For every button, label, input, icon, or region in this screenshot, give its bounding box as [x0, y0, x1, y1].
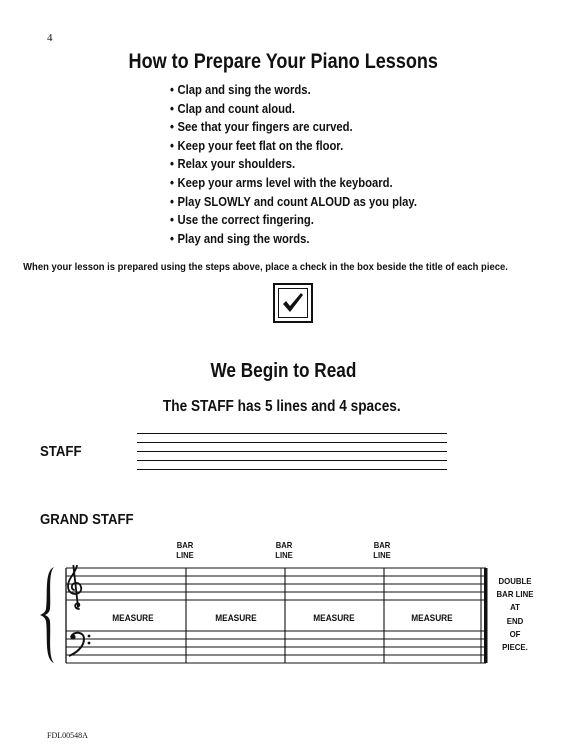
check-mark-icon: [281, 291, 305, 315]
bar-line-label: [163, 540, 208, 560]
bar-line-label: [262, 540, 307, 560]
example-checkbox: [273, 283, 313, 323]
double-bar-label-line: END: [506, 615, 524, 626]
bar-line-label-line: LINE: [275, 550, 293, 560]
list-item: • Clap and sing the words.: [170, 81, 417, 100]
list-item: • See that your fingers are curved.: [170, 118, 417, 137]
list-item: • Clap and count aloud.: [170, 100, 417, 119]
double-bar-label-line: OF: [509, 628, 521, 639]
staff-line: [137, 433, 447, 434]
bar-line-label: [360, 540, 405, 560]
bar-line-label-line: BAR: [373, 540, 391, 550]
staff-diagram: [137, 433, 447, 473]
bar-line-label-line: BAR: [176, 540, 194, 550]
list-item: • Play SLOWLY and count ALOUD as you play.: [170, 193, 417, 212]
section-title: We Begin to Read: [210, 360, 357, 382]
list-item: • Keep your feet flat on the floor.: [170, 137, 417, 156]
page-title: How to Prepare Your Piano Lessons: [128, 50, 438, 73]
grand-staff-label: GRAND STAFF: [40, 511, 134, 528]
measure-label: MEASURE: [112, 613, 154, 623]
staff-line: [137, 451, 447, 452]
measure-label: MEASURE: [313, 613, 355, 623]
list-item: • Play and sing the words.: [170, 230, 417, 249]
bar-line-label-line: BAR: [275, 540, 293, 550]
bass-clef-icon: [69, 633, 90, 656]
measure-label: MEASURE: [411, 613, 453, 623]
list-item: • Keep your arms level with the keyboard.: [170, 174, 417, 193]
staff-label: STAFF: [40, 443, 82, 460]
list-item: • Use the correct fingering.: [170, 211, 417, 230]
bar-line-label-line: LINE: [176, 550, 194, 560]
page-number: 4: [47, 32, 53, 44]
double-bar-label-line: DOUBLE: [498, 576, 532, 586]
staff-line: [137, 469, 447, 470]
grand-staff-diagram: [38, 565, 498, 665]
staff-line: [137, 442, 447, 443]
double-bar-label-line: AT: [510, 602, 520, 613]
bar-line-label-line: LINE: [373, 550, 391, 560]
treble-clef-icon: [68, 565, 81, 609]
instruction-text: When your lesson is prepared using the steps above, place a check in the box beside the title of each piece.: [23, 261, 508, 273]
double-bar-line-label: [496, 575, 535, 654]
steps-list: [170, 81, 444, 248]
staff-line: [137, 460, 447, 461]
double-bar-label-line: PIECE.: [502, 642, 528, 653]
measure-label: MEASURE: [215, 613, 257, 623]
footer-code: FDL00548A: [47, 731, 88, 740]
section-subtitle: The STAFF has 5 lines and 4 spaces.: [162, 398, 401, 415]
brace-icon: [40, 567, 54, 663]
double-bar-label-line: BAR LINE: [496, 589, 534, 600]
list-item: • Relax your shoulders.: [170, 155, 417, 174]
